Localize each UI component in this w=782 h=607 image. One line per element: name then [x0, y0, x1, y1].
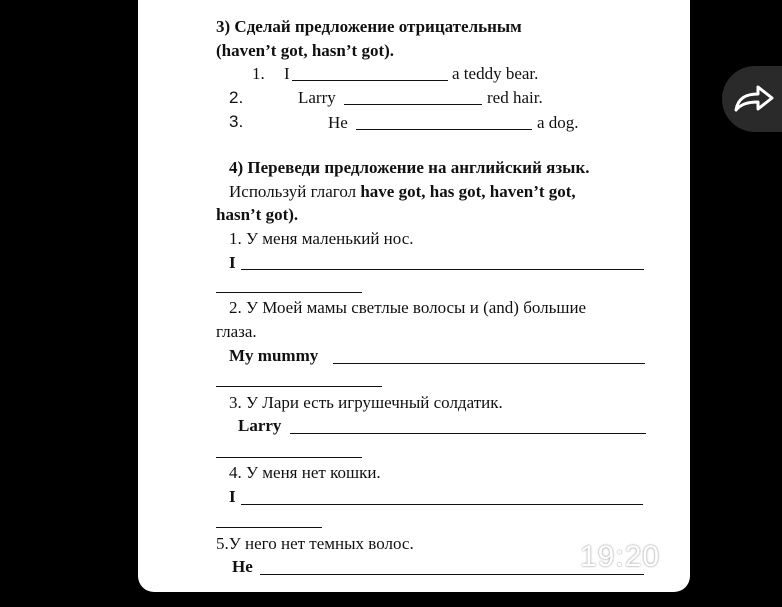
answer-line — [241, 504, 643, 505]
answer-line — [356, 129, 532, 130]
task3-heading-line1: 3) Сделай предложение отрицательным — [216, 17, 522, 36]
task4-item3-prompt: 3. У Лари есть игрушечный солдатик. — [229, 393, 503, 412]
task4-instructions — [229, 182, 576, 202]
task4-item2-prompt-line2: глаза. — [216, 322, 257, 341]
task3-heading-line2: (haven’t got, hasn’t got). — [216, 41, 395, 60]
task3-item2-tail: red hair. — [487, 88, 543, 107]
task4-item1-start: I — [229, 253, 236, 272]
answer-line — [292, 80, 448, 81]
share-button[interactable] — [722, 66, 782, 132]
task4-item4-start: I — [229, 487, 236, 506]
task3-item3-subject: He — [328, 113, 348, 132]
task4-item5-prompt: 5.У него нет темных волос. — [216, 534, 414, 553]
task3-item1-tail: a teddy bear. — [452, 64, 539, 83]
task3-item2-subject: Larry — [298, 88, 336, 107]
answer-line — [216, 386, 382, 387]
answer-line — [216, 527, 322, 528]
task3-item3-tail: a dog. — [537, 113, 579, 132]
task4-item5-start: He — [232, 557, 253, 576]
task4-item1-prompt: 1. У меня маленький нос. — [229, 229, 414, 248]
share-arrow-icon — [732, 84, 776, 114]
task4-item4-prompt: 4. У меня нет кошки. — [229, 463, 381, 482]
task4-instructions-line2: hasn’t got). — [216, 205, 299, 224]
instr-prefix: Используй глагол — [229, 182, 361, 201]
video-timestamp: 19:20 — [580, 540, 661, 573]
answer-line — [344, 104, 482, 105]
answer-line — [216, 292, 362, 293]
task4-item2-start: My mummy — [229, 346, 319, 365]
task3-item1-subject: I — [284, 64, 290, 83]
answer-line — [333, 363, 645, 364]
task4-heading: 4) Переведи предложение на английский язык. — [229, 158, 590, 177]
task4-item2-prompt: 2. У Моей мамы светлые волосы и (and) большие — [229, 298, 587, 317]
task3-item1-num: 1. — [252, 64, 265, 83]
instr-verbs: have got, has got, haven’t got, — [360, 182, 576, 201]
answer-line — [241, 269, 644, 270]
answer-line — [260, 574, 644, 575]
answer-line — [216, 457, 362, 458]
task3-item3-num: 3. — [229, 112, 244, 131]
answer-line — [290, 433, 646, 434]
task4-item3-start: Larry — [238, 416, 282, 435]
task3-item2-num: 2. — [229, 88, 244, 107]
